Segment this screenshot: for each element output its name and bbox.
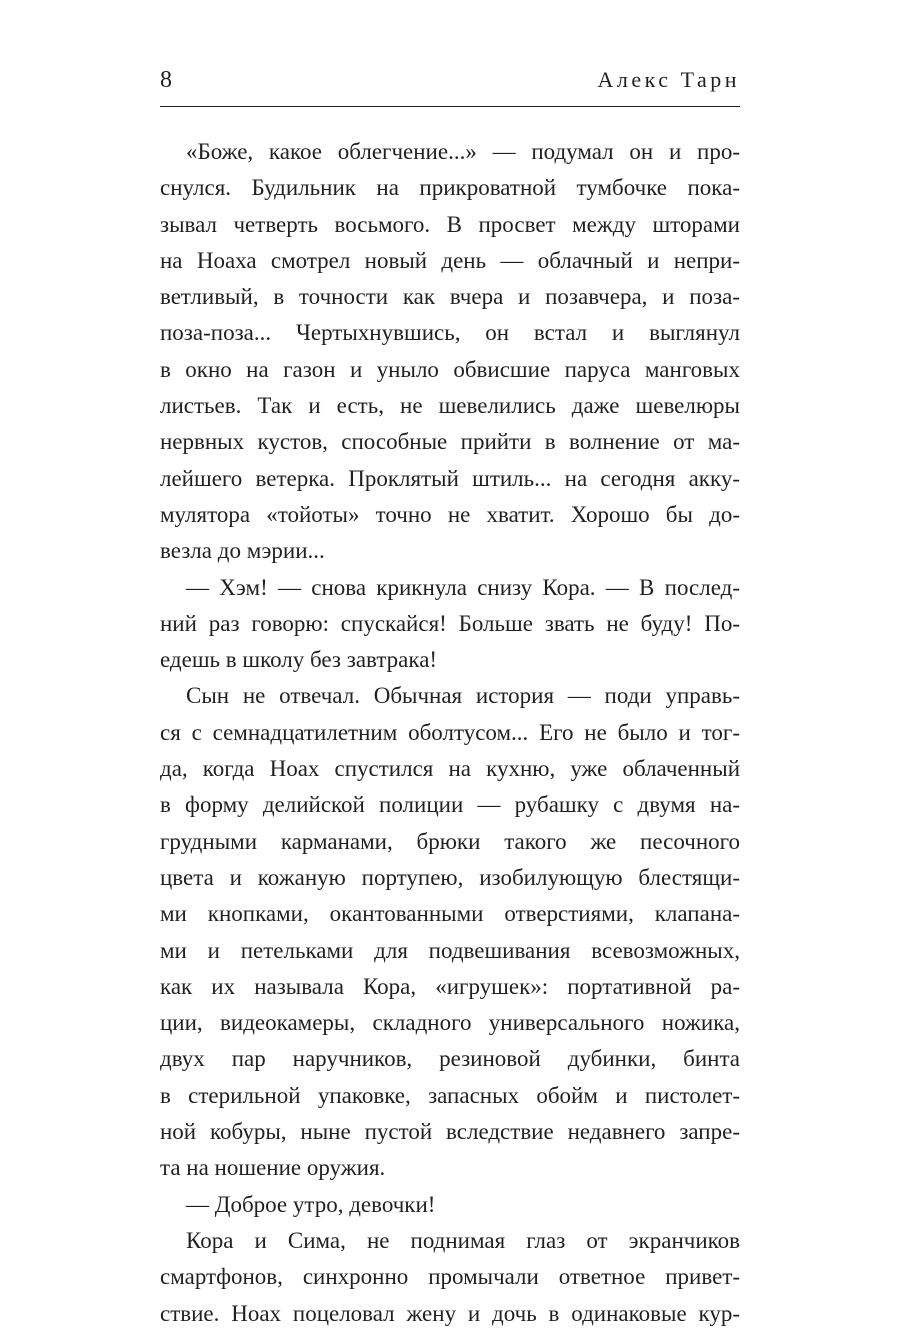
- text-line: ветливый, в точности как вчера и позавчера, и поза-: [160, 284, 740, 310]
- text-line: да, когда Ноах спустился на кухню, уже облаченный: [160, 756, 740, 782]
- text-line: везла до мэрии...: [160, 538, 325, 564]
- body-text: [160, 134, 740, 1332]
- text-line: — Доброе утро, девочки!: [186, 1191, 436, 1217]
- text-line: на Ноаха смотрел новый день — облачный и непри-: [160, 247, 740, 273]
- text-line: ствие. Ноах поцеловал жену и дочь в одинаковые кур-: [160, 1300, 740, 1326]
- text-line: листьев. Так и есть, не шевелились даже шевелюры: [160, 393, 740, 419]
- text-line: ний раз говорю: спускайся! Больше звать не буду! По-: [160, 610, 740, 636]
- text-line: ми кнопками, окантованными отверстиями, клапана-: [160, 901, 740, 927]
- text-line: «Боже, какое облегчение...» — подумал он и про-: [186, 139, 740, 164]
- text-line: едешь в школу без завтрака!: [160, 647, 438, 673]
- text-line: в окно на газон и уныло обвисшие паруса манговых: [160, 356, 740, 382]
- running-head-author: Алекс Тарн: [597, 67, 740, 92]
- text-line: смартфонов, синхронно промычали ответное привет-: [160, 1264, 740, 1290]
- page-number: 8: [160, 67, 172, 93]
- text-line: лейшего ветерка. Проклятый штиль... на сегодня акку-: [160, 465, 740, 491]
- text-line: цвета и кожаную портупею, изобилующую блестящи-: [160, 864, 740, 890]
- text-line: снулся. Будильник на прикроватной тумбочке пока-: [160, 175, 740, 201]
- text-line: Сын не отвечал. Обычная история — поди управь-: [186, 683, 740, 709]
- book-page: [160, 60, 740, 1326]
- text-line: ми и петельками для подвешивания всевозможных,: [160, 937, 740, 963]
- text-line: ной кобуры, ныне пустой вследствие недавнего запре-: [160, 1119, 740, 1145]
- text-line: ции, видеокамеры, складного универсального ножика,: [160, 1010, 740, 1036]
- page-header: [160, 60, 740, 107]
- text-line: в форму делийской полиции — рубашку с двумя на-: [160, 792, 740, 818]
- text-line: зывал четверть восьмого. В просвет между шторами: [160, 211, 740, 237]
- text-line: двух пар наручников, резиновой дубинки, бинта: [160, 1046, 740, 1072]
- text-line: Кора и Сима, не поднимая глаз от экранчиков: [186, 1227, 740, 1253]
- text-line: — Хэм! — снова крикнула снизу Кора. — В послед-: [186, 574, 740, 600]
- text-line: нервных кустов, способные прийти в волнение от ма-: [160, 429, 740, 455]
- text-line: как их называла Кора, «игрушек»: портативной ра-: [160, 973, 740, 999]
- text-line: мулятора «тойоты» точно не хватит. Хорошо бы до-: [160, 501, 740, 527]
- text-line: поза-поза... Чертыхнувшись, он встал и выглянул: [160, 320, 740, 346]
- text-line: грудными карманами, брюки такого же песочного: [160, 828, 740, 854]
- text-line: та на ношение оружия.: [160, 1155, 386, 1181]
- text-line: ся с семнадцатилетним оболтусом... Его не было и тог-: [160, 719, 740, 745]
- text-line: в стерильной упаковке, запасных обойм и пистолет-: [160, 1082, 740, 1108]
